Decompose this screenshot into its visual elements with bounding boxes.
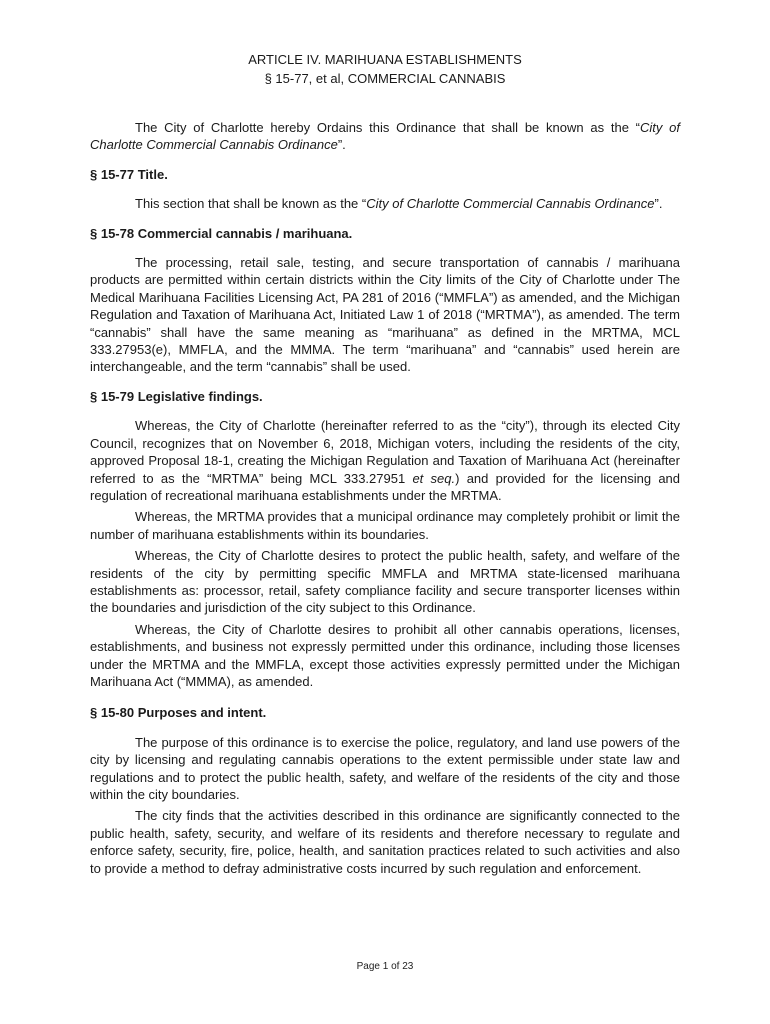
section-range-title: § 15-77, et al, COMMERCIAL CANNABIS: [264, 71, 506, 86]
section-15-78-heading: § 15-78 Commercial cannabis / marihuana.: [90, 225, 353, 241]
section-15-79-paragraph-4: Whereas, the City of Charlotte desires to prohibit all other cannabis operations, licenses, establishments, and business not expressly permitted under this ordinance, including those licenses under the MRTMA and the MMFLA, except those activities expressly permitted under the Michigan Marihuana Act (“MMMA), as amended.: [90, 621, 680, 689]
s79-p1-text-end: ) and provided for the licensing and regulation of recreational marihuana establishments under the MRTMA.: [90, 470, 681, 503]
section-15-79-paragraph-1: [90, 417, 680, 504]
intro-text-end: ”.: [337, 137, 346, 153]
intro-paragraph: [90, 119, 680, 154]
section-15-80-paragraph-1: The purpose of this ordinance is to exercise the police, regulatory, and land use powers of the city by licensing and regulating cannabis operations to the extent permissible under state law and regulations and to protect the public health, safety, and welfare of the residents of the city and those within the city boundaries.: [90, 734, 680, 802]
s77-ordinance-name: City of Charlotte Commercial Cannabis Ordinance: [366, 196, 655, 212]
intro-ordinance-name: City of Charlotte Commercial Cannabis Ordinance: [90, 120, 681, 153]
document-header: [0, 50, 770, 88]
section-15-77-heading: § 15-77 Title.: [90, 166, 168, 182]
section-15-80-paragraph-2: The city finds that the activities described in this ordinance are significantly connected to the public health, safety, security, and welfare of its residents and therefore necessary to regulate and enforce safety, security, fire, police, health, and sanitation practices related to such activities and also to provide a method to defray administrative costs incurred by such regulation and enforcement.: [90, 808, 680, 876]
s77-text-end: ”.: [654, 196, 663, 212]
page-number: Page 1 of 23: [356, 961, 414, 972]
section-15-79-paragraph-2: Whereas, the MRTMA provides that a municipal ordinance may completely prohibit or limit the number of marihuana establishments within its boundaries.: [90, 509, 680, 542]
s79-p1-text: Whereas, the City of Charlotte (hereinafter referred to as the “city”), through its elected City Council, recognizes that on November 6, 2018, Michigan voters, including the residents of the city, approved Proposal 18-1, creating the Michigan Regulation and Taxation of Marihuana Act (hereinafter referred to as the “MRTMA” being MCL 333.27951: [90, 418, 680, 486]
article-title: ARTICLE IV. MARIHUANA ESTABLISHMENTS: [248, 52, 522, 67]
section-15-79-heading: § 15-79 Legislative findings.: [90, 388, 263, 404]
intro-text: The City of Charlotte hereby Ordains this Ordinance that shall be known as the “: [135, 120, 641, 135]
s79-p1-et-seq: et seq.: [412, 470, 456, 486]
section-15-78-paragraph: The processing, retail sale, testing, and secure transportation of cannabis / marihuana products are permitted within certain districts within the City limits of the City of Charlotte under The Medical Marihuana Facilities Licensing Act, PA 281 of 2016 (“MMFLA”) as amended, and the Michigan Regulation and Taxation of Marihuana Act, Initiated Law 1 of 2018 (“MRTMA”), as amended. The term “cannabis” shall have the same meaning as “marihuana” as defined in the MRTMA, MCL 333.27953(e), MMFLA, and the MMMA. The term “marihuana” and “cannabis” used herein are interchangeable, and the term “cannabis” shall be used.: [90, 255, 680, 375]
s77-text: This section that shall be known as the “: [135, 196, 367, 212]
section-15-77-paragraph: [90, 195, 680, 212]
document-body: [90, 119, 680, 881]
section-15-79-paragraph-3: Whereas, the City of Charlotte desires to protect the public health, safety, and welfare of the residents of the city by permitting specific MMFLA and MRTMA state-licensed marihuana establishments as: processor, retail, safety compliance facility and secure transporter licenses within the boundaries and jurisdiction of the city subject to this Ordinance.: [90, 548, 680, 616]
section-15-80-heading: § 15-80 Purposes and intent.: [90, 705, 267, 721]
